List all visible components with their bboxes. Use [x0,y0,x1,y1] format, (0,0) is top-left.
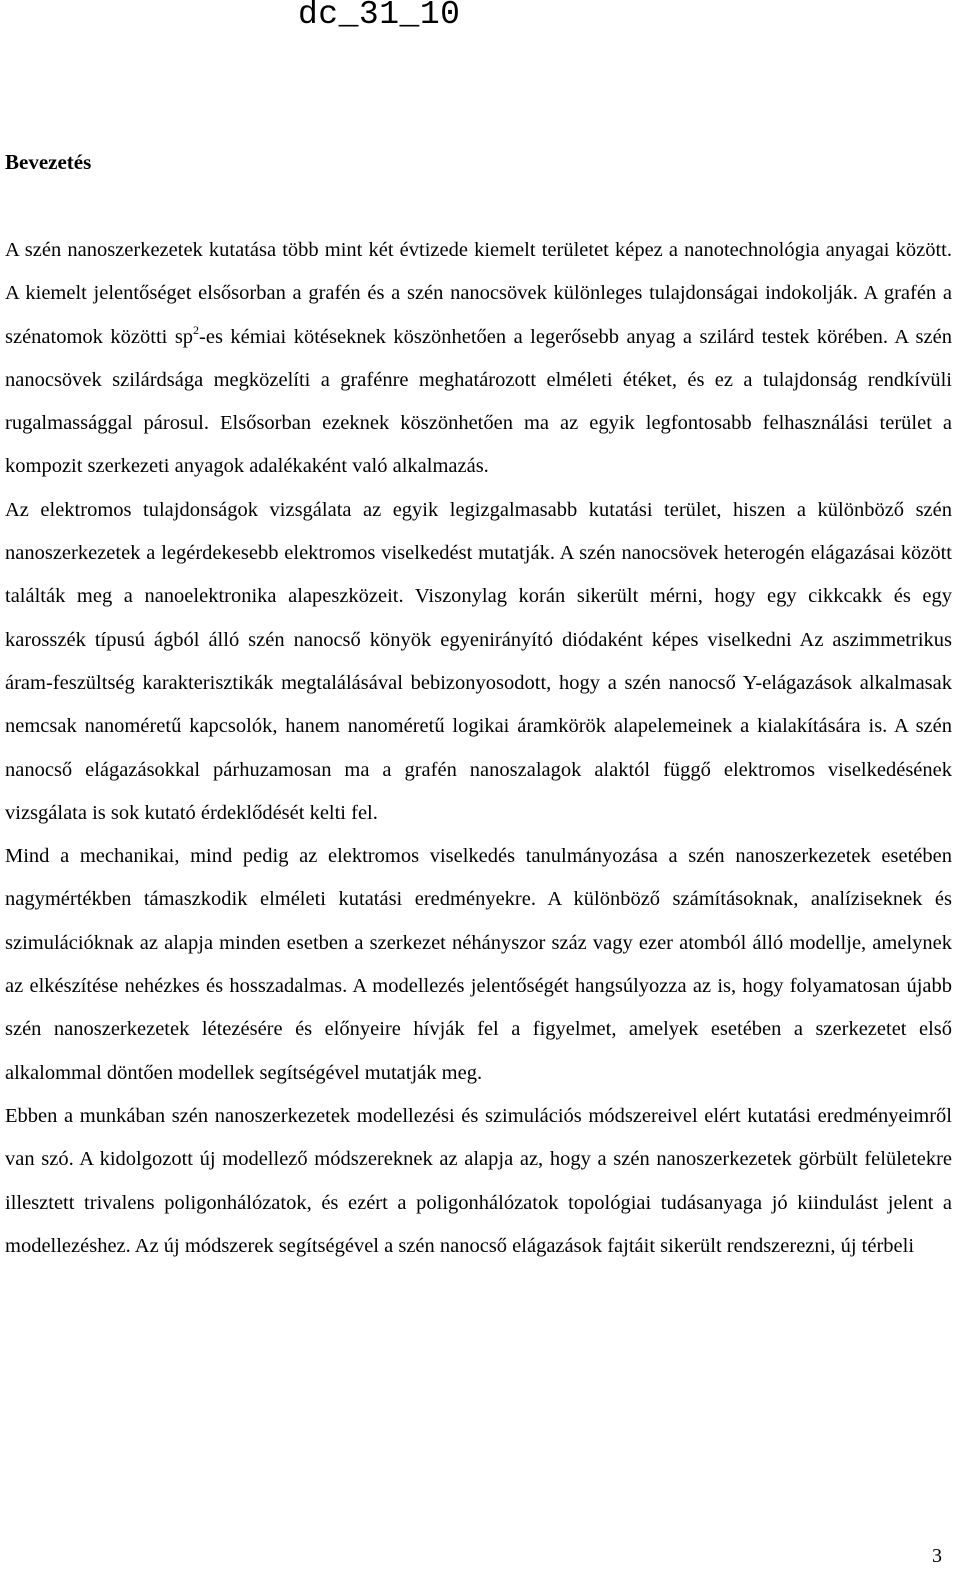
paragraph-1-text-start: A szén nanoszerkezetek kutatása több mint két évtizede kiemelt területet képez a nanotechnológia anyagai között. A kiemelt jelentőséget elsősorban a grafén és a szén nanocsövek különleges tulajdonságai indokolják. A grafén a szénatomok közötti sp [5,239,952,348]
paragraph-2: Az elektromos tulajdonságok vizsgálata az egyik legizgalmasabb kutatási terület, hiszen a különböző szén nanoszerkezetek a legérdekesebb elektromos viselkedést mutatják. A szén nanocsövek heterogén elágazásai között találták meg a nanoelektronika alapeszközeit. Viszonylag korán sikerült mérni, hogy egy cikkcakk és egy karosszék típusú ágból álló szén nanocső könyök egyenirányító diódaként képes viselkedni Az aszimmetrikus áram-feszültség karakterisztikák megtalálásával bebizonyosodott, hogy a szén nanocső Y-elágazások alkalmasak nemcsak nanoméretű kapcsolók, hanem nanoméretű logikai áramkörök alapelemeinek a kialakítására is. A szén nanocső elágazásokkal párhuzamosan ma a grafén nanoszalagok alaktól függő elektromos viselkedésének vizsgálata is sok kutató érdeklődését kelti fel. [5,498,952,824]
paragraph-1-text-end: -es kémiai kötéseknek köszönhetően a legerősebb anyag a szilárd testek körében. A szén nanocsövek szilárdsága megközelíti a grafénre meghatározott elméleti étéket, és ez a tulajdonság rendkívüli rugalmassággal párosul. Elsősorban ezeknek köszönhetően ma az egyik legfontosabb felhasználási terület a kompozit szerkezeti anyagok adalékaként való alkalmazás. [5,325,952,478]
section-heading: Bevezetés [5,150,92,174]
body-text [5,229,952,1268]
page-number: 3 [932,1545,942,1567]
paragraph-4: Ebben a munkában szén nanoszerkezetek modellezési és szimulációs módszereivel elért kutatási eredményeimről van szó. A kidolgozott új modellező módszereknek az alapja az, hogy a szén nanoszerkezetek görbült felületekre illesztett trivalens poligonhálózatok, és ezért a poligonhálózatok topológiai tudásanyaga jó kiindulást jelent a modellezéshez. Az új módszerek segítségével a szén nanocső elágazások fajtáit sikerült rendszerezni, új térbeli [5,1104,952,1257]
document-id-header: dc_31_10 [298,0,461,33]
paragraph-1 [5,229,952,489]
superscript-2: 2 [193,322,200,337]
paragraph-3: Mind a mechanikai, mind pedig az elektromos viselkedés tanulmányozása a szén nanoszerkezetek esetében nagymértékben támaszkodik elméleti kutatási eredményekre. A különböző számításoknak, analíziseknek és szimulációknak az alapja minden esetben a szerkezet néhányszor száz vagy ezer atomból álló modellje, amelynek az elkészítése nehézkes és hosszadalmas. A modellezés jelentőségét hangsúlyozza az is, hogy folyamatosan újabb szén nanoszerkezetek létezésére és előnyeire hívják fel a figyelmet, amelyek esetében a szerkezetet első alkalommal döntően modellek segítségével mutatják meg. [5,845,952,1084]
